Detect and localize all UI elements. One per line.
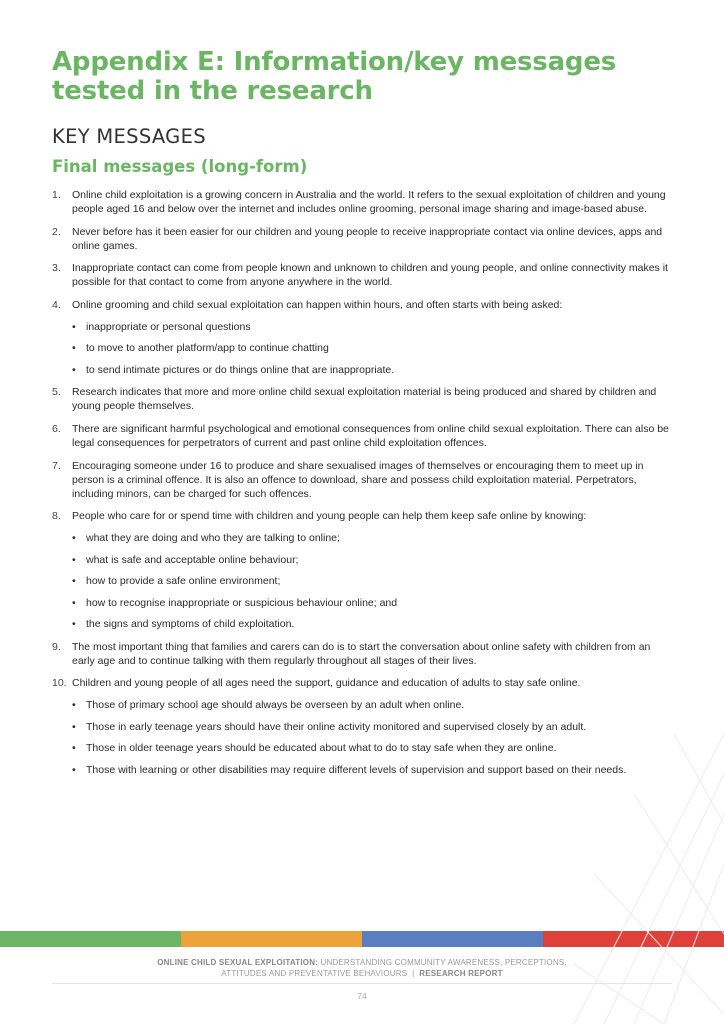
- list-item-text: Children and young people of all ages need the support, guidance and education of adults to stay safe online.: [72, 677, 581, 690]
- bullet-item-text: Those of primary school age should always be overseen by an adult when online.: [86, 699, 465, 712]
- list-item: [52, 676, 672, 690]
- bullet-item-text: to send intimate pictures or do things online that are inappropriate.: [86, 363, 395, 376]
- list-item-number: 5.: [52, 386, 61, 399]
- list-item: [52, 385, 672, 413]
- list-item-text: Research indicates that more and more online child sexual exploitation material is being produced and shared by children and young people themselves.: [72, 386, 657, 413]
- bullet-item-text: what is safe and acceptable online behaviour;: [86, 553, 299, 566]
- list-item: [52, 225, 672, 253]
- list-item-text: There are significant harmful psychological and emotional consequences from online child sexual exploitation. There can also be legal consequences for perpetrators of current and past online child exploitation offences.: [72, 422, 669, 449]
- footer-divider: [52, 983, 672, 984]
- page-title: Appendix E: Information/key messages tested in the research: [52, 47, 617, 106]
- bullet-item: [72, 363, 672, 377]
- list-item: [52, 298, 672, 312]
- footer-report-name: ONLINE CHILD SEXUAL EXPLOITATION:: [157, 958, 319, 967]
- bullet-item-text: how to provide a safe online environment;: [86, 575, 281, 588]
- bullet-point-icon: •: [72, 699, 76, 712]
- list-item: [52, 509, 672, 523]
- list-item-text: Never before has it been easier for our children and young people to receive inappropriate contact via online devices, apps and online games.: [72, 225, 663, 252]
- bullet-item-text: how to recognise inappropriate or suspicious behaviour online; and: [86, 596, 398, 609]
- list-item: [52, 261, 672, 289]
- bullet-item-text: what they are doing and who they are talking to online;: [86, 532, 340, 545]
- footer-subtitle-line1: UNDERSTANDING COMMUNITY AWARENESS, PERCEPTIONS,: [320, 958, 567, 967]
- list-item: [52, 640, 672, 668]
- color-bar-blue: [362, 931, 543, 947]
- bullet-point-icon: •: [72, 618, 76, 631]
- bullet-item: [72, 698, 672, 712]
- message-list: [52, 188, 672, 785]
- list-item-number: 4.: [52, 298, 61, 311]
- decorative-lines-graphic: [574, 734, 724, 1024]
- list-item-text: People who care for or spend time with children and young people can help them keep safe online by knowing:: [72, 510, 587, 523]
- list-item-text: The most important thing that families and carers can do is to start the conversation about online safety with children from an early age and to continue talking with them regularly throughout all stages of their lives.: [72, 640, 651, 667]
- list-item-text: Encouraging someone under 16 to produce and share sexualised images of themselves or encouraging them to meet up in person is a criminal offence. It is also an offence to download, share and possess child exploitation material. Perpetrators, including minors, can be charged for such offences.: [72, 459, 644, 500]
- bullet-item: [72, 341, 672, 355]
- list-item-number: 1.: [52, 189, 61, 201]
- section-heading: KEY MESSAGES: [52, 125, 206, 148]
- bullet-point-icon: •: [72, 763, 76, 776]
- bullet-item: [72, 320, 672, 334]
- list-item-number: 10.: [52, 677, 67, 690]
- list-item-text: Online child exploitation is a growing concern in Australia and the world. It refers to the sexual exploitation of children and young people aged 16 and below over the internet and includes online grooming, personal image sharing and image-based abuse.: [72, 189, 666, 215]
- bullet-point-icon: •: [72, 553, 76, 566]
- sub-heading: Final messages (long-form): [52, 157, 308, 176]
- bullet-item-text: the signs and symptoms of child exploitation.: [86, 618, 295, 631]
- color-bar-orange: [181, 931, 362, 947]
- list-item-number: 3.: [52, 262, 61, 275]
- list-item-text: Inappropriate contact can come from people known and unknown to children and young people, and online connectivity makes it possible for that contact to come from anyone anywhere in the world.: [72, 262, 668, 289]
- bullet-item: [72, 720, 672, 734]
- bullet-point-icon: •: [72, 742, 76, 755]
- bullet-item-text: Those in early teenage years should have their online activity monitored and supervised closely by an adult.: [86, 720, 587, 733]
- bullet-item-text: Those in older teenage years should be educated about what to do to stay safe when they are online.: [86, 742, 557, 755]
- bullet-point-icon: •: [72, 720, 76, 733]
- list-item: [52, 422, 672, 450]
- bullet-item-text: inappropriate or personal questions: [86, 320, 251, 333]
- footer-subtitle-line2: ATTITUDES AND PREVENTATIVE BEHAVIOURS: [221, 969, 408, 978]
- bullet-list: [52, 320, 672, 377]
- list-item-number: 2.: [52, 225, 61, 238]
- bullet-list: [52, 531, 672, 631]
- bullet-item: [72, 553, 672, 567]
- footer-report-title: [0, 957, 724, 979]
- bullet-point-icon: •: [72, 342, 76, 355]
- bullet-item-text: to move to another platform/app to continue chatting: [86, 342, 329, 355]
- list-item-text: Online grooming and child sexual exploitation can happen within hours, and often starts with being asked:: [72, 298, 563, 311]
- list-item-number: 8.: [52, 510, 61, 523]
- color-bar-green: [0, 931, 181, 947]
- list-item-number: 9.: [52, 640, 61, 653]
- bullet-item: [72, 617, 672, 631]
- footer-report-type: RESEARCH REPORT: [419, 969, 503, 978]
- list-item: [52, 188, 672, 216]
- page-number: 74: [357, 991, 367, 1001]
- bullet-point-icon: •: [72, 363, 76, 376]
- bullet-item: [72, 596, 672, 610]
- bullet-point-icon: •: [72, 320, 76, 333]
- bullet-point-icon: •: [72, 575, 76, 588]
- list-item-number: 6.: [52, 422, 61, 435]
- bullet-point-icon: •: [72, 532, 76, 545]
- bullet-item-text: Those with learning or other disabilities may require different levels of supervision and support based on their needs.: [86, 763, 627, 776]
- bullet-item: [72, 531, 672, 545]
- list-item: [52, 459, 672, 501]
- footer-separator: |: [412, 969, 415, 978]
- bullet-item: [72, 574, 672, 588]
- bullet-point-icon: •: [72, 596, 76, 609]
- list-item-number: 7.: [52, 459, 61, 472]
